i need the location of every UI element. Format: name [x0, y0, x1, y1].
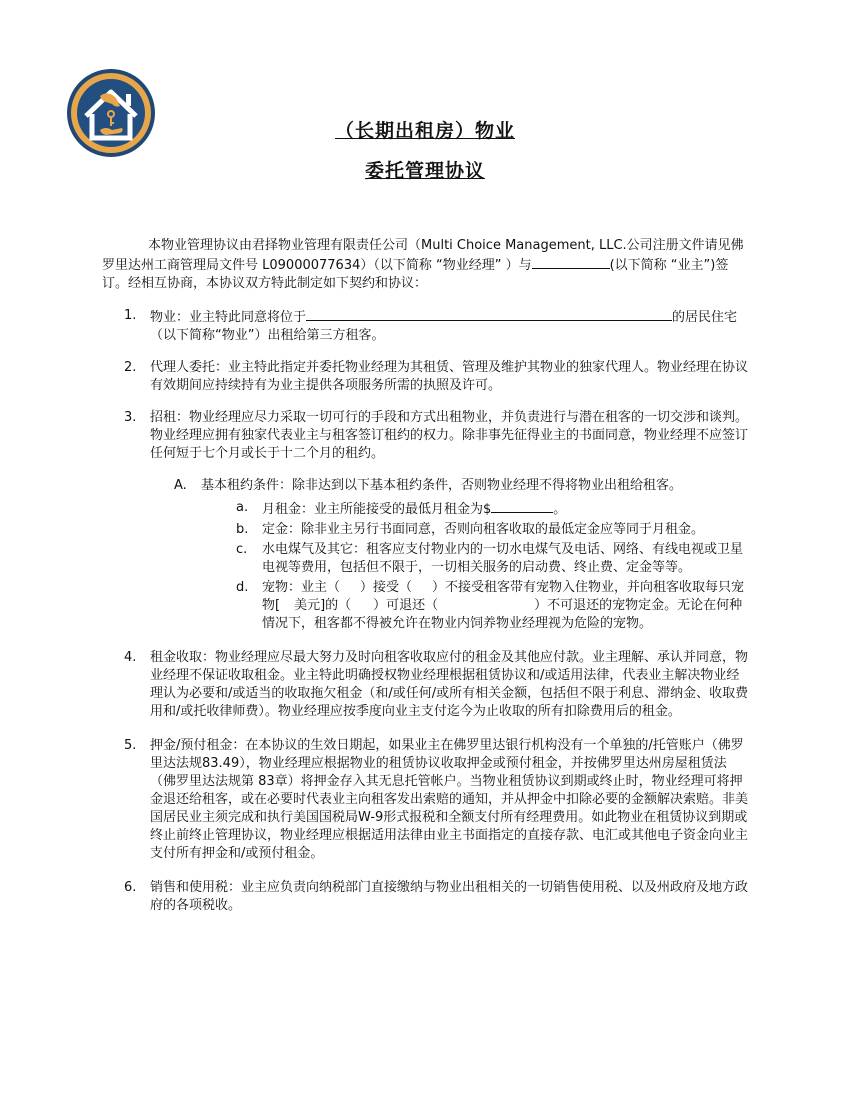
subitem-text: 水电煤气及其它：租客应支付物业内的一切水电煤气及电话、网络、有线电视或卫星电视等费用，包括但不限于，一切相关服务的启动费、终止费、定金等等。: [262, 542, 744, 575]
clause-3a-c: [102, 541, 752, 577]
monthly-rent-blank: [491, 499, 553, 513]
document-title-line1: （长期出租房）物业: [334, 120, 515, 142]
subitem-text-after: 。: [553, 502, 567, 517]
pet-text-1: 宠物：业主（: [262, 580, 341, 595]
clause-3: [102, 409, 752, 463]
clause-text: 代理人委托：业主特此指定并委托物业经理为其租赁、管理及维护其物业的独家代理人。物业经理在协议有效期间应持续持有为业主提供各项服务所需的执照及许可。: [150, 360, 749, 393]
subclause-text: 基本租约条件：除非达到以下基本租约条件，否则物业经理不得将物业出租给租客。: [201, 478, 683, 493]
clause-1: [102, 307, 752, 345]
clause-2: [102, 359, 752, 395]
subitem-letter: a.: [236, 500, 249, 515]
owner-name-blank: [532, 255, 610, 269]
clause-6: [102, 879, 752, 915]
pet-text-4: 美元]的（: [294, 598, 352, 613]
clause-3a-d: [102, 579, 752, 633]
clause-3a: [102, 477, 760, 495]
clause-number: 6.: [124, 880, 137, 895]
clause-text: 租金收取：物业经理应尽最大努力及时向租客收取应付的租金及其他应付款。业主理解、承认并同意，物业经理不保证收取租金。业主特此明确授权物业经理根据租赁协议和/或适用法律，代表业主解决物业经理认为必要和/或适当的收取拖欠租金（和/或任何/或所有相关金额，包括但不限于利息、滞纳金、收取费用和/或托收律师费）。物业经理应按季度向业主支付迄今为止收取的所有扣除费用后的租金。: [150, 650, 749, 719]
subitem-letter: d.: [236, 580, 249, 595]
subitem-text: 定金：除非业主另行书面同意，否则向租客收取的最低定金应等同于月租金。: [262, 522, 705, 537]
pet-text-6: ）不可退还的宠物定金。无论在何种情况下，租客都不得被允许在物业内饲养物业经理视为危险的宠物。: [262, 598, 743, 631]
clause-3a-a: [102, 499, 752, 519]
intro-text-1: 本物业管理协议由君择物业管理有限责任公司（Multi Choice Management, LLC.公司注册文件请见佛罗里达州工商管理局文件号 L09000077634）（以下简称 “物业经理” ）与: [102, 238, 744, 273]
pet-text-3: ）不接受租客带有宠物入住物业，并向租客收取每只宠物[: [262, 580, 745, 613]
clause-text-before: 物业：业主特此同意将位于: [150, 310, 307, 325]
pet-text-2: ）接受（: [360, 580, 413, 595]
clause-number: 4.: [124, 650, 137, 665]
clause-number: 5.: [124, 738, 137, 753]
subclause-letter: A.: [174, 478, 187, 493]
clause-text-after: 的居民住宅（以下简称“物业”）出租给第三方租客。: [150, 310, 738, 343]
subitem-text-before: 月租金：业主所能接受的最低月租金为$: [262, 502, 492, 517]
clause-text: 招租：物业经理应尽力采取一切可行的手段和方式出租物业，并负责进行与潜在租客的一切交涉和谈判。物业经理应拥有独家代表业主与租客签订租约的权力。除非事先征得业主的书面同意，物业经理不应签订任何短于七个月或长于十二个月的租约。: [150, 410, 749, 461]
subitem-letter: c.: [236, 542, 248, 557]
clause-number: 3.: [124, 410, 137, 425]
intro-text-2: (以下简称 “业主”)签订。经相互协商，本协议双方特此制定如下契约和协议：: [102, 258, 729, 291]
title-block: [0, 116, 850, 186]
clause-4: [102, 649, 752, 721]
clause-text: 销售和使用税：业主应负责向纳税部门直接缴纳与物业出租相关的一切销售使用税、以及州政府及地方政府的各项税收。: [150, 880, 749, 913]
subitem-letter: b.: [236, 522, 249, 537]
clause-number: 2.: [124, 360, 137, 375]
clause-text: 押金/预付租金：在本协议的生效日期起，如果业主在佛罗里达银行机构没有一个单独的/托管账户（佛罗里达法规83.49），物业经理应根据物业的租赁协议收取押金或预付租金，并按佛罗里达州房屋租赁法（佛罗里达法规第 83章）将押金存入其无息托管帐户。当物业租赁协议到期或终止时，物业经理可将押金退还给租客，或在必要时代表业主向租客发出索赔的通知，并从押金中扣除必要的金额解决索赔。非美国居民业主须完成和执行美国国税局W-9形式报税和全额支付所有经理费用。如此物业在租赁协议到期或终止前终止管理协议，物业经理应根据适用法律由业主书面指定的直接存款、电汇或其他电子资金向业主支付所有押金和/或预付租金。: [150, 738, 749, 861]
document-title-line2: 委托管理协议: [364, 160, 485, 182]
clause-3a-b: [102, 521, 752, 539]
property-address-blank: [306, 307, 672, 321]
clause-number: 1.: [124, 308, 137, 323]
document-body: [102, 237, 752, 915]
pet-text-5: ）可退还（: [373, 598, 439, 613]
clause-5: [102, 737, 752, 863]
intro-paragraph: [102, 237, 752, 293]
